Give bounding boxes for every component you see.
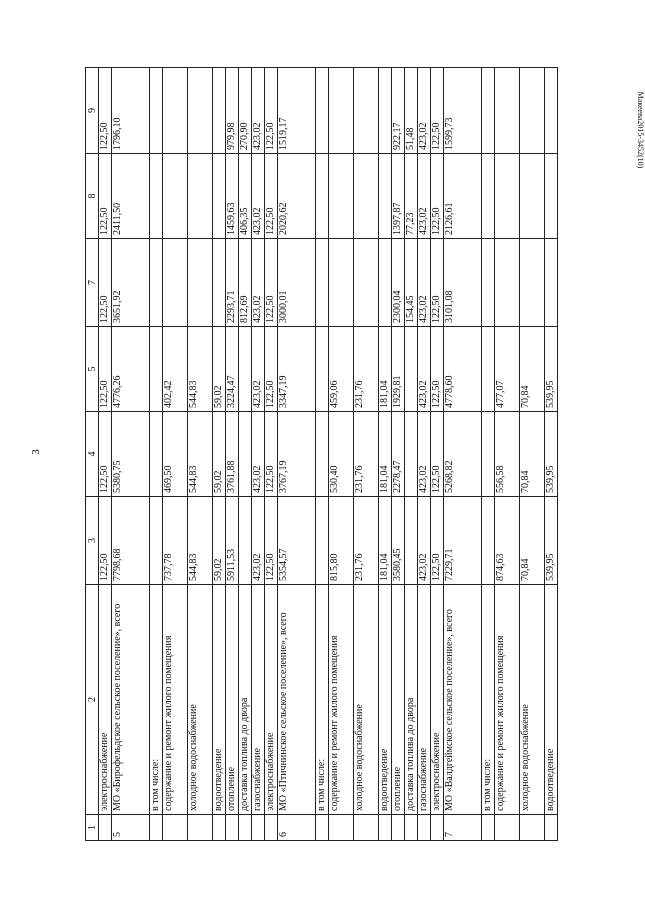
table-cell-c9: 122,50 [265, 68, 278, 154]
table-cell-c2: водоотведение [379, 585, 392, 815]
table-cell-c9 [329, 68, 354, 154]
table-cell-c3 [482, 497, 495, 585]
table-area [85, 68, 559, 841]
table-cell-c4 [239, 412, 252, 497]
table-row [444, 68, 482, 841]
table-row [354, 68, 379, 841]
table-cell-c2: водоотведение [213, 585, 226, 815]
table-cell-c2: доставка топлива до двора [239, 585, 252, 815]
table-cell-c8 [150, 154, 163, 239]
table-cell-c9 [495, 68, 520, 154]
table-cell-c9: 423,02 [252, 68, 265, 154]
table-cell-c3: 3580,45 [392, 497, 405, 585]
table-cell-c5: 59,02 [213, 327, 226, 412]
table-body [99, 68, 558, 841]
table-cell-c5: 122,50 [431, 327, 444, 412]
table-cell-c2: отопление [392, 585, 405, 815]
table-cell-c2: холодное водоснабжение [354, 585, 379, 815]
table-cell-c8 [379, 154, 392, 239]
table-cell-c5: 3224,47 [226, 327, 239, 412]
table-cell-c7 [520, 239, 545, 327]
table-cell-c2: доставка топлива до двора [405, 585, 418, 815]
table-cell-c2: содержание и ремонт жилого помещения [329, 585, 354, 815]
table-cell-c7 [329, 239, 354, 327]
table-cell-c1 [545, 815, 558, 841]
header-cell-9: 9 [86, 68, 99, 154]
table-cell-c1 [252, 815, 265, 841]
table-cell-c3: 70,84 [520, 497, 545, 585]
table-cell-c3: 544,83 [188, 497, 213, 585]
header-cell-4: 4 [86, 412, 99, 497]
table-cell-c7: 122,50 [99, 239, 112, 327]
table-cell-c4: 181,04 [379, 412, 392, 497]
table-cell-c2: электроснабжение [99, 585, 112, 815]
table-cell-c7: 154,45 [405, 239, 418, 327]
table-cell-c7 [545, 239, 558, 327]
table-cell-c4: 122,50 [99, 412, 112, 497]
table-cell-c1 [379, 815, 392, 841]
table-cell-c9 [213, 68, 226, 154]
table-cell-c8: 122,50 [99, 154, 112, 239]
table-cell-c4: 5268,82 [444, 412, 482, 497]
table-cell-c9 [545, 68, 558, 154]
table-cell-c5: 1929,81 [392, 327, 405, 412]
table-cell-c8 [163, 154, 188, 239]
table-cell-c1 [265, 815, 278, 841]
table-cell-c3: 874,63 [495, 497, 520, 585]
table-cell-c5 [150, 327, 163, 412]
table-cell-c4: 231,76 [354, 412, 379, 497]
table-cell-c8: 122,50 [265, 154, 278, 239]
table-cell-c7: 122,50 [265, 239, 278, 327]
table-cell-c5: 70,84 [520, 327, 545, 412]
table-cell-c7 [213, 239, 226, 327]
table-row [213, 68, 226, 841]
table-cell-c5 [405, 327, 418, 412]
table-cell-c3: 423,02 [418, 497, 431, 585]
table-cell-c2: в том числе: [482, 585, 495, 815]
table-cell-c1 [188, 815, 213, 841]
table-cell-c7 [316, 239, 329, 327]
table-cell-c9: 122,50 [431, 68, 444, 154]
table-cell-c8: 2411,50 [112, 154, 150, 239]
table-cell-c2: МО «Птичнинское сельское поселение», всего [278, 585, 316, 815]
table-cell-c3 [150, 497, 163, 585]
table-cell-c3: 7798,68 [112, 497, 150, 585]
table-row [482, 68, 495, 841]
table-cell-c3: 7229,71 [444, 497, 482, 585]
table-cell-c1 [316, 815, 329, 841]
table-cell-c7 [482, 239, 495, 327]
table-cell-c2: газоснабжение [252, 585, 265, 815]
table-row [379, 68, 392, 841]
table-cell-c3 [239, 497, 252, 585]
table-cell-c3: 59,02 [213, 497, 226, 585]
table-cell-c8: 423,02 [252, 154, 265, 239]
table-cell-c4: 544,83 [188, 412, 213, 497]
table-cell-c2: электроснабжение [265, 585, 278, 815]
table-cell-c8 [545, 154, 558, 239]
table-cell-c4: 469,50 [163, 412, 188, 497]
table-cell-c3: 122,50 [431, 497, 444, 585]
table-cell-c1 [99, 815, 112, 841]
table-cell-c9: 1519,17 [278, 68, 316, 154]
table-row [392, 68, 405, 841]
table-row [150, 68, 163, 841]
table-cell-c7: 122,50 [431, 239, 444, 327]
table-cell-c2: отопление [226, 585, 239, 815]
table-cell-c9: 51,48 [405, 68, 418, 154]
table-cell-c2: электроснабжение [431, 585, 444, 815]
table-cell-c4: 3767,19 [278, 412, 316, 497]
table-cell-c3: 231,76 [354, 497, 379, 585]
table-cell-c4: 423,02 [418, 412, 431, 497]
table-cell-c3: 815,80 [329, 497, 354, 585]
table-cell-c1 [495, 815, 520, 841]
table-cell-c5 [316, 327, 329, 412]
table-cell-c9: 979,98 [226, 68, 239, 154]
table-cell-c3: 539,95 [545, 497, 558, 585]
table-cell-c9: 1599,73 [444, 68, 482, 154]
header-cell-3: 3 [86, 497, 99, 585]
table-cell-c7 [495, 239, 520, 327]
table-cell-c1: 7 [444, 815, 482, 841]
table-cell-c5: 231,76 [354, 327, 379, 412]
table-cell-c3: 737,78 [163, 497, 188, 585]
table-cell-c3: 5911,53 [226, 497, 239, 585]
table-cell-c2: МО «Бирофельдское сельское поселение», всего [112, 585, 150, 815]
table-cell-c5: 402,42 [163, 327, 188, 412]
table-cell-c3: 181,04 [379, 497, 392, 585]
table-cell-c7 [188, 239, 213, 327]
table-cell-c2: в том числе: [316, 585, 329, 815]
table-cell-c9: 922,17 [392, 68, 405, 154]
table-cell-c4 [405, 412, 418, 497]
table-cell-c3: 5354,57 [278, 497, 316, 585]
table-cell-c4: 539,95 [545, 412, 558, 497]
table-cell-c5: 423,02 [252, 327, 265, 412]
table-cell-c8: 423,02 [418, 154, 431, 239]
table-cell-c5: 477,07 [495, 327, 520, 412]
table-cell-c3 [316, 497, 329, 585]
table-cell-c4: 122,50 [265, 412, 278, 497]
table-cell-c8: 77,23 [405, 154, 418, 239]
table-cell-c1 [520, 815, 545, 841]
table-cell-c8 [354, 154, 379, 239]
table-cell-c8 [495, 154, 520, 239]
table-cell-c8 [482, 154, 495, 239]
table-row [163, 68, 188, 841]
table-cell-c8 [329, 154, 354, 239]
table-cell-c9: 270,90 [239, 68, 252, 154]
table-cell-c2: содержание и ремонт жилого помещения [495, 585, 520, 815]
table-cell-c5: 539,95 [545, 327, 558, 412]
table-cell-c7: 3101,08 [444, 239, 482, 327]
table-cell-c8 [188, 154, 213, 239]
table-cell-c8 [213, 154, 226, 239]
table-cell-c5: 122,50 [265, 327, 278, 412]
table-cell-c1 [482, 815, 495, 841]
table-cell-c5: 423,02 [418, 327, 431, 412]
table-cell-c7: 3000,01 [278, 239, 316, 327]
document-code: Макеева2015-3452(10) [636, 91, 645, 169]
table-cell-c5: 4776,26 [112, 327, 150, 412]
table-cell-c8: 2126,61 [444, 154, 482, 239]
table-cell-c9 [188, 68, 213, 154]
table-row [278, 68, 316, 841]
table-cell-c1 [418, 815, 431, 841]
table-cell-c9: 1796,10 [112, 68, 150, 154]
table-cell-c2: водоотведение [545, 585, 558, 815]
table-cell-c7: 812,69 [239, 239, 252, 327]
header-cell-5: 5 [86, 327, 99, 412]
page-number: 3 [30, 449, 42, 455]
table-cell-c9 [163, 68, 188, 154]
table-cell-c5: 122,50 [99, 327, 112, 412]
table-row [520, 68, 545, 841]
header-row [86, 68, 99, 841]
table-cell-c5: 3347,19 [278, 327, 316, 412]
table-cell-c1 [392, 815, 405, 841]
table-cell-c4: 423,02 [252, 412, 265, 497]
header-cell-8: 8 [86, 154, 99, 239]
table-cell-c4 [482, 412, 495, 497]
table-cell-c1: 6 [278, 815, 316, 841]
table-cell-c9 [316, 68, 329, 154]
table-cell-c3: 122,50 [265, 497, 278, 585]
table-cell-c7 [354, 239, 379, 327]
table-row [495, 68, 520, 841]
table-cell-c2: МО «Валдгеймское сельское поселение», всего [444, 585, 482, 815]
table-cell-c1 [239, 815, 252, 841]
table-row [188, 68, 213, 841]
table-cell-c1 [405, 815, 418, 841]
table-cell-c8: 406,35 [239, 154, 252, 239]
table-cell-c7: 3651,92 [112, 239, 150, 327]
table-cell-c2: холодное водоснабжение [520, 585, 545, 815]
table-cell-c2: газоснабжение [418, 585, 431, 815]
table-row [226, 68, 239, 841]
table-cell-c9: 423,02 [418, 68, 431, 154]
table-cell-c9 [520, 68, 545, 154]
table-cell-c4: 70,84 [520, 412, 545, 497]
table-cell-c9 [150, 68, 163, 154]
table-cell-c8: 2020,62 [278, 154, 316, 239]
table-row [252, 68, 265, 841]
table-cell-c8 [520, 154, 545, 239]
table-cell-c8 [316, 154, 329, 239]
table-cell-c7: 2300,04 [392, 239, 405, 327]
table-cell-c1 [329, 815, 354, 841]
table-row [265, 68, 278, 841]
table-row [316, 68, 329, 841]
table-cell-c7: 423,02 [418, 239, 431, 327]
table-cell-c5: 459,06 [329, 327, 354, 412]
table-cell-c2: холодное водоснабжение [188, 585, 213, 815]
table-cell-c9 [482, 68, 495, 154]
table-cell-c2: в том числе: [150, 585, 163, 815]
rotated-table-container [85, 68, 559, 841]
table-cell-c8: 1459,63 [226, 154, 239, 239]
table-cell-c4 [316, 412, 329, 497]
header-cell-1: 1 [86, 815, 99, 841]
table-cell-c1 [163, 815, 188, 841]
table-cell-c1 [150, 815, 163, 841]
table-cell-c1 [226, 815, 239, 841]
table-cell-c4: 530,40 [329, 412, 354, 497]
table-cell-c9: 122,50 [99, 68, 112, 154]
table-cell-c9 [379, 68, 392, 154]
header-cell-7: 7 [86, 239, 99, 327]
table-row [431, 68, 444, 841]
table-row [99, 68, 112, 841]
table-cell-c8: 1397,87 [392, 154, 405, 239]
table-cell-c4: 122,50 [431, 412, 444, 497]
table-cell-c4: 3761,88 [226, 412, 239, 497]
table-cell-c7 [150, 239, 163, 327]
table-cell-c5 [482, 327, 495, 412]
table-cell-c4: 2278,47 [392, 412, 405, 497]
table-cell-c9 [354, 68, 379, 154]
table-cell-c5: 544,83 [188, 327, 213, 412]
table-cell-c3 [405, 497, 418, 585]
table-cell-c7: 2293,71 [226, 239, 239, 327]
table-row [545, 68, 558, 841]
header-cell-2: 2 [86, 585, 99, 815]
table-cell-c4 [150, 412, 163, 497]
table-cell-c1 [354, 815, 379, 841]
table-cell-c4: 59,02 [213, 412, 226, 497]
table-cell-c7: 423,02 [252, 239, 265, 327]
table-cell-c3: 122,50 [99, 497, 112, 585]
table-cell-c4: 5380,75 [112, 412, 150, 497]
table-row [405, 68, 418, 841]
table-cell-c8: 122,50 [431, 154, 444, 239]
table-cell-c5 [239, 327, 252, 412]
table-cell-c1 [213, 815, 226, 841]
table-cell-c4: 556,58 [495, 412, 520, 497]
table-cell-c5: 181,04 [379, 327, 392, 412]
table-cell-c7 [163, 239, 188, 327]
table-cell-c1 [431, 815, 444, 841]
table-row [112, 68, 150, 841]
table-row [418, 68, 431, 841]
tariff-table [85, 67, 558, 841]
table-cell-c1: 5 [112, 815, 150, 841]
table-row [329, 68, 354, 841]
table-row [239, 68, 252, 841]
table-cell-c5: 4778,60 [444, 327, 482, 412]
table-cell-c2: содержание и ремонт жилого помещения [163, 585, 188, 815]
table-cell-c3: 423,02 [252, 497, 265, 585]
table-cell-c7 [379, 239, 392, 327]
